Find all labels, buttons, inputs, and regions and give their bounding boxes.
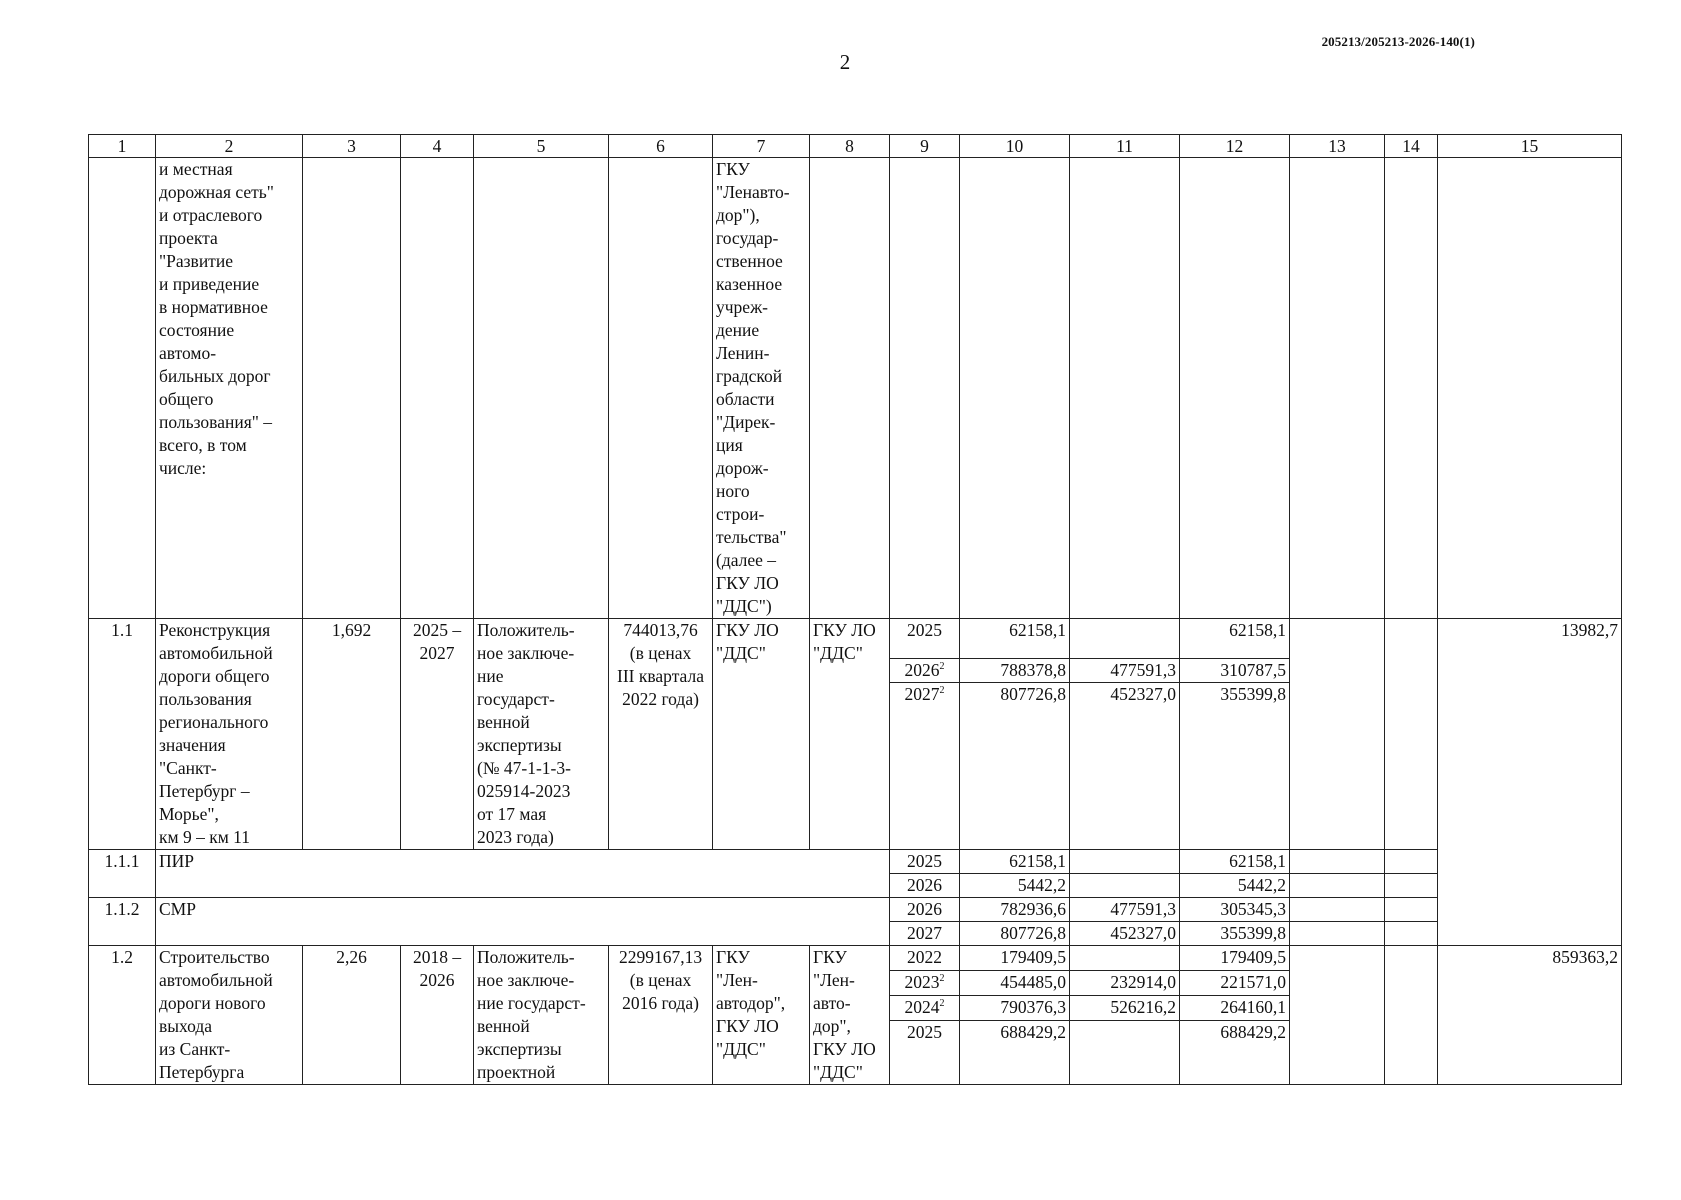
column-header: 8 xyxy=(810,135,890,158)
table-row-1-1 xyxy=(89,619,1622,659)
year: 2022 xyxy=(890,946,960,971)
federal-amount xyxy=(1070,874,1180,898)
column-15-value: 13982,7 xyxy=(1438,619,1622,946)
regional-amount: 5442,2 xyxy=(1180,874,1290,898)
total-amount: 62158,1 xyxy=(960,850,1070,874)
column-header: 7 xyxy=(713,135,810,158)
year: 2023$^2$ xyxy=(890,970,960,995)
object-name-continuation: и местная дорожная сеть" и отраслевого проекта "Развитие и приведение в нормативное состояние автомо- бильных дорог общего пользования" – всего, в том числе: xyxy=(156,158,303,619)
column-header: 10 xyxy=(960,135,1070,158)
table-row-1-2 xyxy=(89,946,1622,971)
column-header: 1 xyxy=(89,135,156,158)
regional-amount: 355399,8 xyxy=(1180,922,1290,946)
program-table xyxy=(88,134,1622,1085)
builder: ГКУ "Лен- авто- дор", ГКУ ЛО "ДДС" xyxy=(810,946,890,1085)
regional-amount: 310787,5 xyxy=(1180,659,1290,683)
column-header: 3 xyxy=(303,135,401,158)
total-amount: 807726,8 xyxy=(960,683,1070,850)
regional-amount: 62158,1 xyxy=(1180,850,1290,874)
row-number: 1.2 xyxy=(89,946,156,1085)
federal-amount: 477591,3 xyxy=(1070,898,1180,922)
year: 2026$^2$ xyxy=(890,659,960,683)
column-header: 9 xyxy=(890,135,960,158)
total-amount: 688429,2 xyxy=(960,1020,1070,1084)
regional-amount: 62158,1 xyxy=(1180,619,1290,659)
builder: ГКУ ЛО "ДДС" xyxy=(810,619,890,850)
estimated-cost: 744013,76 (в ценах III квартала 2022 года) xyxy=(609,619,713,850)
object-name: ПИР xyxy=(156,850,890,898)
object-name: Реконструкция автомобильной дороги общего пользования регионального значения "Санкт- Петербург – Морье", км 9 – км 11 xyxy=(156,619,303,850)
column-header: 2 xyxy=(156,135,303,158)
customer: ГКУ "Лен- автодор", ГКУ ЛО "ДДС" xyxy=(713,946,810,1085)
federal-amount: 477591,3 xyxy=(1070,659,1180,683)
total-amount: 5442,2 xyxy=(960,874,1070,898)
implementation-period: 2025 – 2027 xyxy=(401,619,474,850)
federal-amount: 452327,0 xyxy=(1070,922,1180,946)
federal-amount: 452327,0 xyxy=(1070,683,1180,850)
estimated-cost: 2299167,13 (в ценах 2016 года) xyxy=(609,946,713,1085)
column-header: 13 xyxy=(1290,135,1385,158)
customer: ГКУ ЛО "ДДС" xyxy=(713,619,810,850)
year: 2026 xyxy=(890,874,960,898)
column-header: 15 xyxy=(1438,135,1622,158)
table-row-1-1-1 xyxy=(89,850,1622,874)
object-name: СМР xyxy=(156,898,890,946)
column-header: 11 xyxy=(1070,135,1180,158)
executor-continuation: ГКУ "Ленавто- дор"), государ- ственное казенное учреж- дение Ленин- градской области "Дирек- ция дорож- ного строи- тельства" (далее – ГКУ ЛО "ДДС") xyxy=(713,158,810,619)
regional-amount: 179409,5 xyxy=(1180,946,1290,971)
implementation-period: 2018 – 2026 xyxy=(401,946,474,1085)
regional-amount: 264160,1 xyxy=(1180,995,1290,1020)
federal-amount: 232914,0 xyxy=(1070,970,1180,995)
row-number: 1.1 xyxy=(89,619,156,850)
total-amount: 454485,0 xyxy=(960,970,1070,995)
expertise-info: Положитель- ное заключе- ние государст- венной экспертизы (№ 47-1-1-3- 025914-2023 от 17 мая 2023 года) xyxy=(474,619,609,850)
total-amount: 788378,8 xyxy=(960,659,1070,683)
object-length: 2,26 xyxy=(303,946,401,1085)
total-amount: 179409,5 xyxy=(960,946,1070,971)
object-length: 1,692 xyxy=(303,619,401,850)
federal-amount xyxy=(1070,1020,1180,1084)
total-amount: 790376,3 xyxy=(960,995,1070,1020)
federal-amount: 526216,2 xyxy=(1070,995,1180,1020)
year: 2025 xyxy=(890,1020,960,1084)
column-header: 14 xyxy=(1385,135,1438,158)
column-header: 4 xyxy=(401,135,474,158)
regional-amount: 221571,0 xyxy=(1180,970,1290,995)
total-amount: 62158,1 xyxy=(960,619,1070,659)
document-id: 205213/205213-2026-140(1) xyxy=(1321,34,1475,49)
object-name: Строительство автомобильной дороги нового выхода из Санкт- Петербурга xyxy=(156,946,303,1085)
row-number: 1.1.2 xyxy=(89,898,156,946)
federal-amount xyxy=(1070,619,1180,659)
year: 2027 xyxy=(890,922,960,946)
table-row-continuation xyxy=(89,158,1622,619)
regional-amount: 355399,8 xyxy=(1180,683,1290,850)
table-row-1-1-2 xyxy=(89,898,1622,922)
total-amount: 782936,6 xyxy=(960,898,1070,922)
year: 2026 xyxy=(890,898,960,922)
year: 2027$^2$ xyxy=(890,683,960,850)
year: 2025 xyxy=(890,850,960,874)
column-header: 6 xyxy=(609,135,713,158)
regional-amount: 305345,3 xyxy=(1180,898,1290,922)
column-header: 5 xyxy=(474,135,609,158)
page-number: 2 xyxy=(839,50,851,74)
column-15-value: 859363,2 xyxy=(1438,946,1622,1085)
row-number: 1.1.1 xyxy=(89,850,156,898)
column-number-row xyxy=(89,135,1622,158)
total-amount: 807726,8 xyxy=(960,922,1070,946)
expertise-info: Положитель- ное заключе- ние государст- венной экспертизы проектной xyxy=(474,946,609,1085)
regional-amount: 688429,2 xyxy=(1180,1020,1290,1084)
federal-amount xyxy=(1070,850,1180,874)
year: 2024$^2$ xyxy=(890,995,960,1020)
year: 2025 xyxy=(890,619,960,659)
federal-amount xyxy=(1070,946,1180,971)
column-header: 12 xyxy=(1180,135,1290,158)
